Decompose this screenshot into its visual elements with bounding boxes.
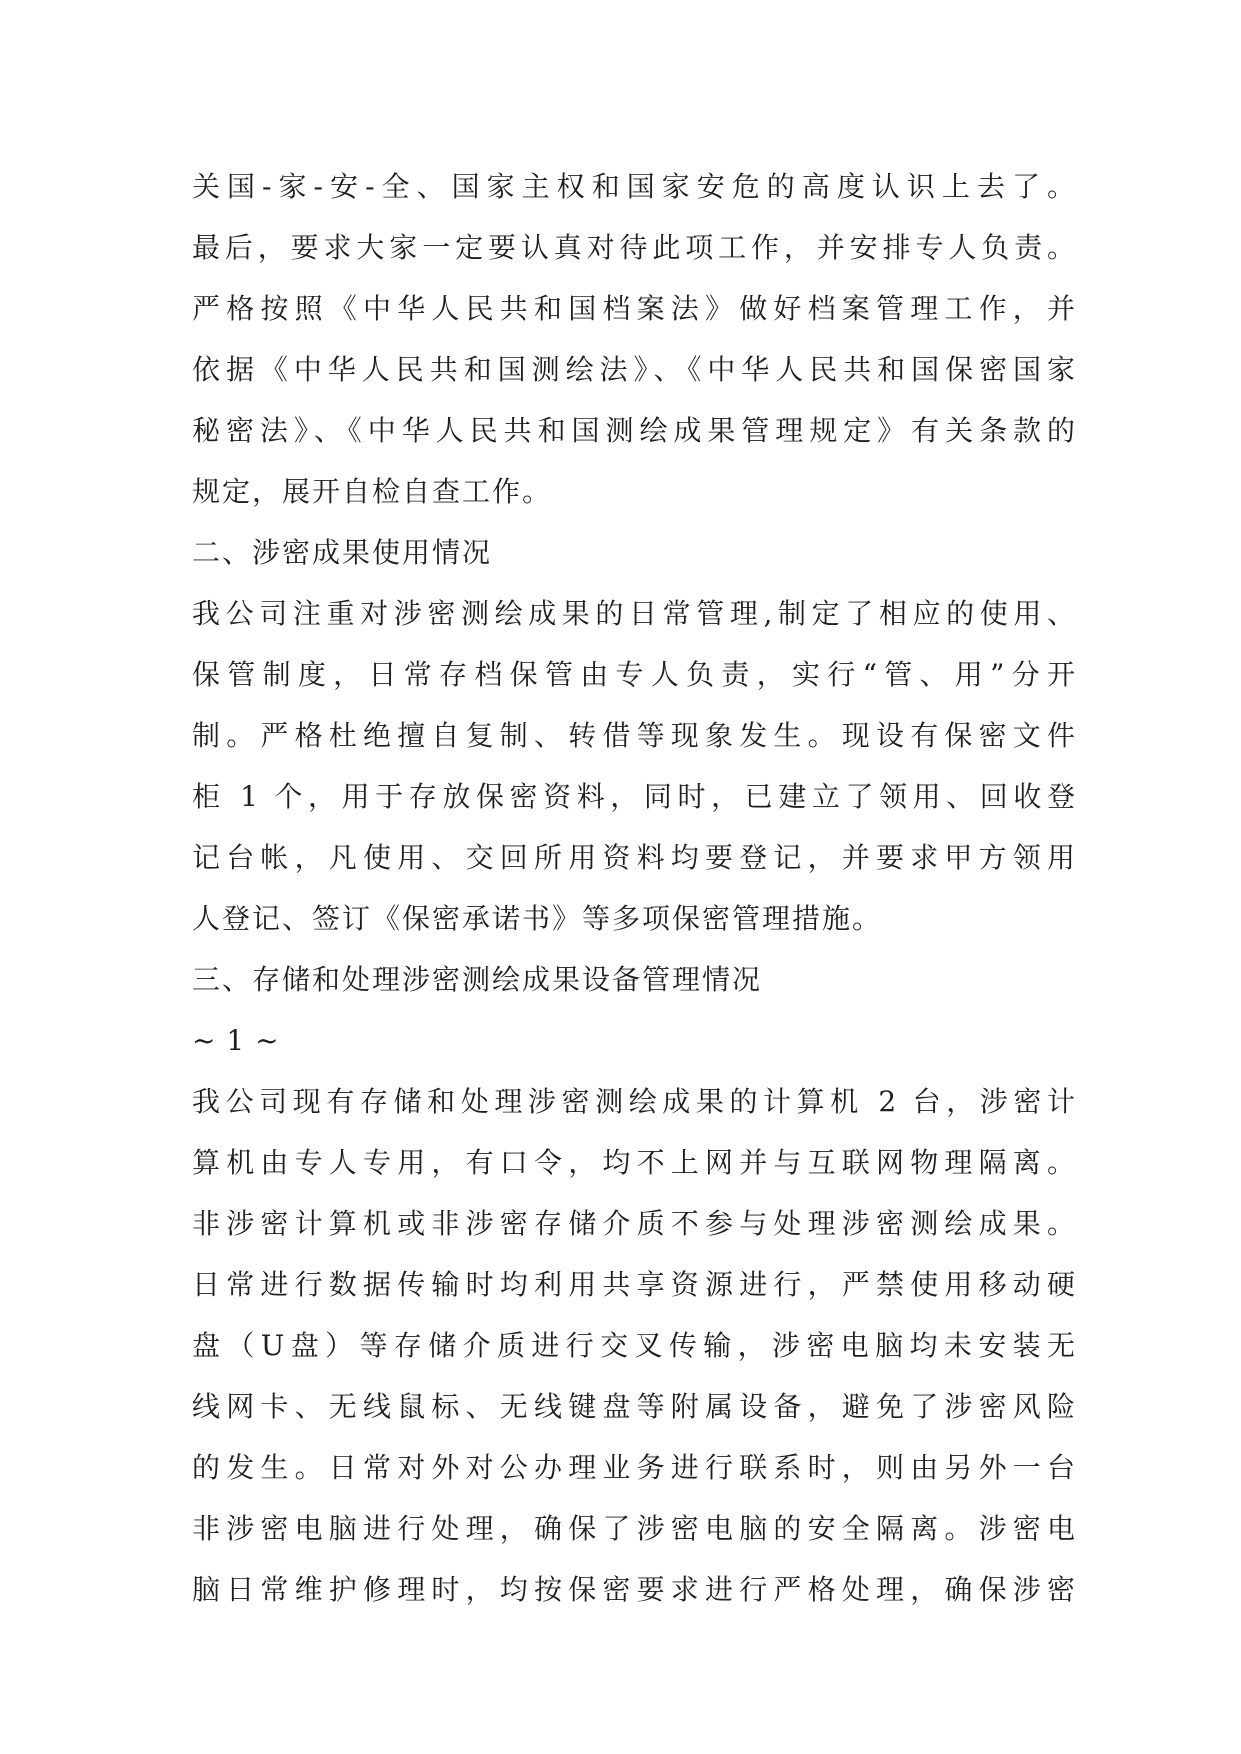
section-heading: 三、存储和处理涉密测绘成果设备管理情况	[192, 963, 763, 996]
body-line: 最后，要求大家一定要认真对待此项工作，并安排专人负责。	[192, 231, 1077, 264]
body-line: 人登记、签订《保密承诺书》等多项保密管理措施。	[192, 902, 883, 935]
section-heading: 二、涉密成果使用情况	[192, 536, 493, 569]
body-line: 盘（U盘）等存储介质进行交叉传输，涉密电脑均未安装无	[192, 1329, 1077, 1362]
body-line: 我公司现有存储和处理涉密测绘成果的计算机 2 台，涉密计	[192, 1085, 1077, 1118]
body-line: 非涉密计算机或非涉密存储介质不参与处理涉密测绘成果。	[192, 1207, 1077, 1240]
body-line: 保管制度，日常存档保管由专人负责，实行“管、用”分开	[192, 658, 1077, 691]
body-line: 规定，展开自检自查工作。	[192, 475, 553, 508]
document-body	[192, 156, 1077, 1620]
body-line: 严格按照《中华人民共和国档案法》做好档案管理工作，并	[192, 292, 1077, 325]
body-line: 脑日常维护修理时，均按保密要求进行严格处理，确保涉密	[192, 1573, 1077, 1606]
body-line: 我公司注重对涉密测绘成果的日常管理,制定了相应的使用、	[192, 597, 1077, 630]
body-line: 依据《中华人民共和国测绘法》、《中华人民共和国保密国家	[192, 353, 1077, 386]
body-line: 秘密法》、《中华人民共和国测绘成果管理规定》有关条款的	[192, 414, 1077, 447]
body-line: 日常进行数据传输时均利用共享资源进行，严禁使用移动硬	[192, 1268, 1077, 1301]
page-number-marker: ~ 1 ~	[192, 1024, 280, 1057]
body-line: 关国-家-安-全、国家主权和国家安危的高度认识上去了。	[192, 170, 1077, 203]
body-line: 算机由专人专用，有口令，均不上网并与互联网物理隔离。	[192, 1146, 1077, 1179]
body-line: 的发生。日常对外对公办理业务进行联系时，则由另外一台	[192, 1451, 1077, 1484]
body-line: 线网卡、无线鼠标、无线键盘等附属设备，避免了涉密风险	[192, 1390, 1077, 1423]
body-line: 制。严格杜绝擅自复制、转借等现象发生。现设有保密文件	[192, 719, 1077, 752]
body-line: 记台帐，凡使用、交回所用资料均要登记，并要求甲方领用	[192, 841, 1077, 874]
body-line: 非涉密电脑进行处理，确保了涉密电脑的安全隔离。涉密电	[192, 1512, 1077, 1545]
body-line: 柜 1 个，用于存放保密资料，同时，已建立了领用、回收登	[192, 780, 1077, 813]
